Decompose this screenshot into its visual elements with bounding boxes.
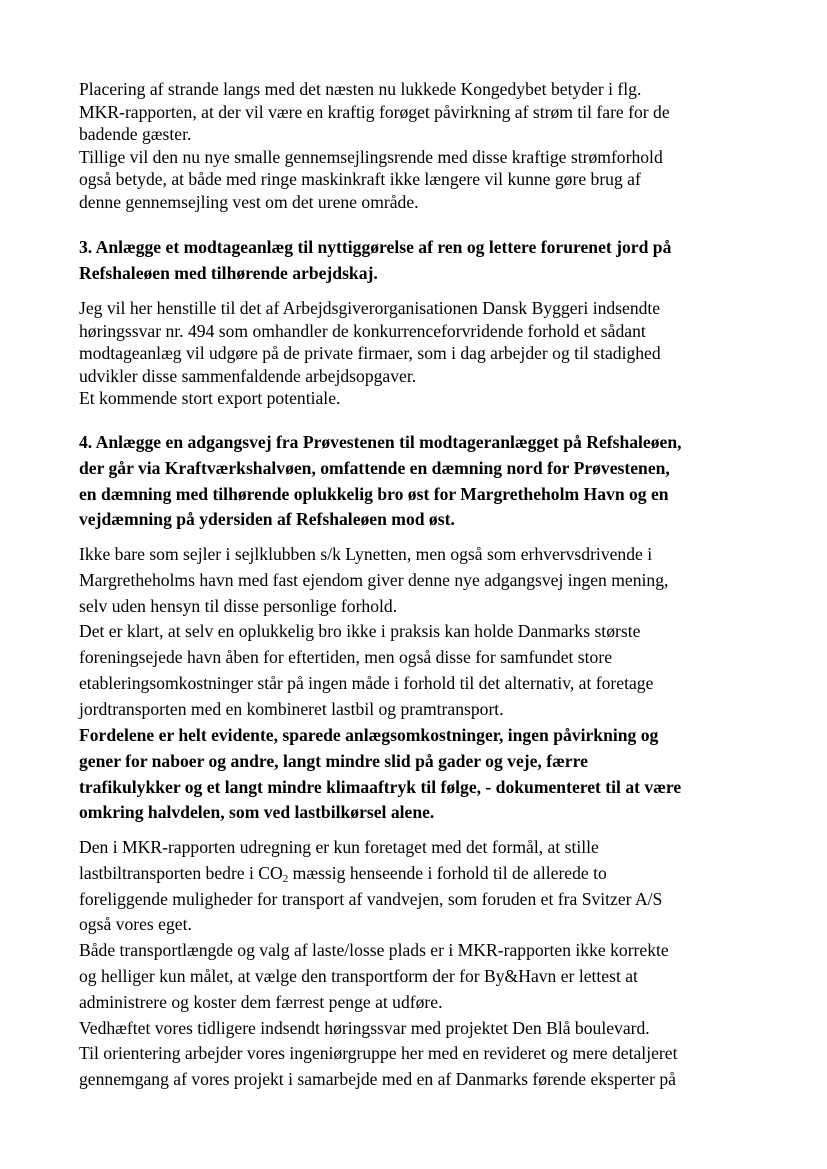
text-fragment: lastbiltransporten bedre i CO — [79, 862, 283, 883]
heading-line: vejdæmning på ydersiden af Refshaleøen mod øst. — [79, 509, 455, 530]
text-line: Til orientering arbejder vores ingeniørgruppe her med en revideret og mere detaljeret — [79, 1043, 678, 1064]
intro-paragraph — [79, 78, 751, 214]
text-line: foreliggende muligheder for transport af vandvejen, som foruden et fra Svitzer A/S — [79, 888, 663, 909]
text-line: Det er klart, at selv en oplukkelig bro ikke i praksis kan holde Danmarks største — [79, 621, 641, 642]
section-4-emphasis — [79, 723, 751, 826]
text-line: denne gennemsejling vest om det urene område. — [79, 191, 419, 212]
text-line: også vores eget. — [79, 914, 192, 935]
subscript-2: 2 — [282, 872, 289, 885]
text-line: etableringsomkostninger står på ingen måde i forhold til det alternativ, at foretage — [79, 672, 654, 693]
text-line: også betyde, at både med ringe maskinkraft ikke længere vil kunne gøre brug af — [79, 169, 641, 190]
text-line-co2 — [79, 861, 751, 887]
text-line: Et kommende stort export potentiale. — [79, 388, 341, 409]
emphasis-line: trafikulykker og et langt mindre klimaaftryk til følge, - dokumenteret til at være — [79, 776, 682, 797]
heading-line: 4. Anlægge en adgangsvej fra Prøvestenen til modtageranlægget på Refshaleøen, — [79, 432, 682, 452]
text-fragment: mæssig henseende i forhold til de allerede to — [288, 862, 607, 883]
section-3-body — [79, 297, 751, 410]
text-line: administrere og koster dem færrest penge at udføre. — [79, 991, 443, 1012]
text-line: MKR-rapporten, at der vil være en kraftig forøget påvirkning af strøm til fare for de — [79, 101, 670, 122]
section-4-body — [79, 542, 751, 723]
text-line: foreningsejede havn åben for eftertiden, men også disse for samfundet store — [79, 647, 613, 668]
text-line: modtageanlæg vil udgøre på de private firmaer, som i dag arbejder og til stadighed — [79, 343, 661, 364]
text-line: gennemgang af vores projekt i samarbejde med en af Danmarks førende eksperter på — [79, 1069, 676, 1090]
text-line: Vedhæftet vores tidligere indsendt høringssvar med projektet Den Blå boulevard. — [79, 1017, 650, 1038]
text-line: udvikler disse sammenfaldende arbejdsopgaver. — [79, 365, 417, 386]
section-3-heading — [79, 235, 751, 287]
heading-line: Refshaleøen med tilhørende arbejdskaj. — [79, 262, 378, 283]
text-line: Både transportlængde og valg af laste/losse plads er i MKR-rapporten ikke korrekte — [79, 940, 669, 961]
text-line: Placering af strande langs med det næsten nu lukkede Kongedybet betyder i flg. — [79, 79, 642, 99]
text-line: Jeg vil her henstille til det af Arbejdsgiverorganisationen Dansk Byggeri indsendte — [79, 298, 661, 318]
text-line: høringssvar nr. 494 som omhandler de konkurrenceforvridende forhold et sådant — [79, 320, 646, 341]
text-line: Den i MKR-rapporten udregning er kun foretaget med det formål, at stille — [79, 837, 599, 857]
heading-line: der går via Kraftværkshalvøen, omfattende en dæmning nord for Prøvestenen, — [79, 457, 670, 478]
heading-line: en dæmning med tilhørende oplukkelig bro øst for Margretheholm Havn og en — [79, 483, 669, 504]
text-line: badende gæster. — [79, 124, 192, 145]
text-line: selv uden hensyn til disse personlige forhold. — [79, 595, 398, 616]
emphasis-line: gener for naboer og andre, langt mindre slid på gader og veje, færre — [79, 750, 588, 771]
text-line: Margretheholms havn med fast ejendom giver denne nye adgangsvej ingen mening, — [79, 569, 669, 590]
heading-line: 3. Anlægge et modtageanlæg til nyttiggørelse af ren og lettere forurenet jord på — [79, 237, 672, 257]
section-4-heading — [79, 430, 751, 533]
section-4-closing — [79, 835, 751, 1093]
text-line: Tillige vil den nu nye smalle gennemsejlingsrende med disse kraftige strømforhold — [79, 146, 663, 167]
text-line: og helliger kun målet, at vælge den transportform der for By&Havn er lettest at — [79, 965, 638, 986]
text-line: jordtransporten med en kombineret lastbil og pramtransport. — [79, 698, 504, 719]
text-line: Ikke bare som sejler i sejlklubben s/k Lynetten, men også som erhvervsdrivende i — [79, 544, 653, 564]
emphasis-line: Fordelene er helt evidente, sparede anlægsomkostninger, ingen påvirkning og — [79, 725, 659, 745]
emphasis-line: omkring halvdelen, som ved lastbilkørsel alene. — [79, 802, 435, 823]
